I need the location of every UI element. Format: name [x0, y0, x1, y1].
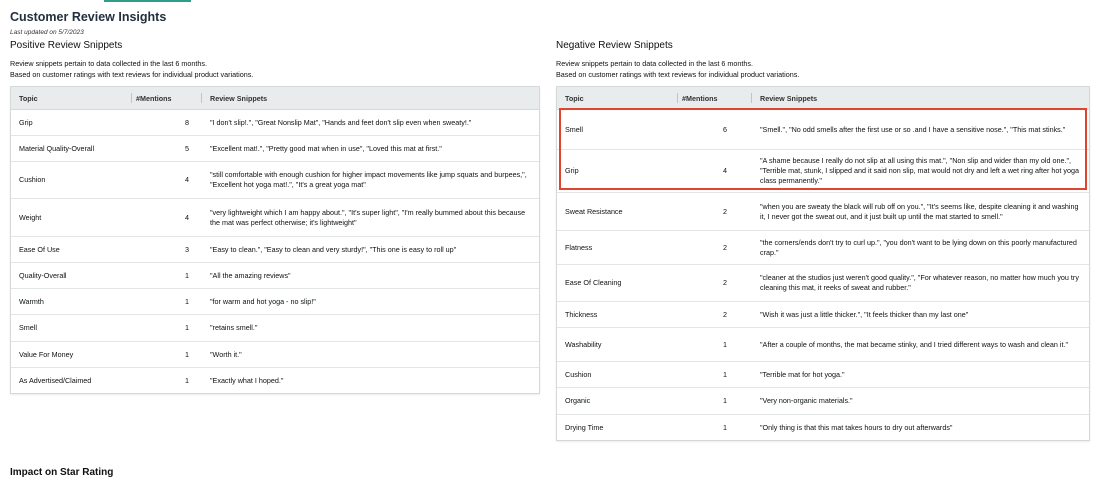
row-snippet: "Excellent mat!.", "Pretty good mat when in use", "Loved this mat at first." — [210, 143, 442, 153]
table-row — [557, 265, 1089, 302]
table-row — [557, 388, 1089, 415]
row-snippet: "All the amazing reviews" — [210, 270, 291, 280]
row-mentions: 4 — [185, 212, 189, 222]
row-snippet: "the corners/ends don't try to curl up.", "you don't want to be lying down on this poorly manufactured crap." — [760, 237, 1077, 257]
row-snippet: "Exactly what I hoped." — [210, 375, 284, 385]
page-title: Customer Review Insights — [10, 10, 167, 24]
row-topic: Grip — [565, 166, 579, 175]
row-topic: Ease Of Cleaning — [565, 278, 622, 287]
table-header — [557, 87, 1089, 110]
impact-section-title: Impact on Star Rating — [10, 467, 114, 478]
column-header-snippets[interactable]: Review Snippets — [760, 93, 818, 103]
row-topic: Ease Of Use — [19, 244, 60, 254]
row-snippet: "Easy to clean.", "Easy to clean and very sturdy!", "This one is easy to roll up" — [210, 244, 457, 254]
row-snippet: "A shame because I really do not slip at all using this mat.", "Non slip and wider than my old one.", "Terrible mat, stunk, I slipped and it said non slip, mat would not dry and left a wet ring after hot yoga class permanently." — [760, 156, 1079, 185]
row-topic: Drying Time — [565, 422, 604, 432]
row-topic: Material Quality-Overall — [19, 143, 95, 153]
column-header-snippets[interactable]: Review Snippets — [210, 93, 268, 103]
row-mentions: 1 — [185, 375, 189, 385]
positive-note-line1: Review snippets pertain to data collected in the last 6 months. — [10, 59, 207, 68]
row-mentions: 8 — [185, 117, 189, 127]
table-row — [11, 110, 539, 136]
row-topic: Weight — [19, 212, 42, 222]
row-snippet: "very lightweight which I am happy about.", "It's super light", "I'm really bummed about this because the mat was perfect otherwise; it's lightweight" — [210, 207, 526, 227]
row-mentions: 4 — [723, 166, 727, 175]
table-header — [11, 87, 539, 110]
row-topic: Sweat Resistance — [565, 206, 623, 216]
row-topic: Smell — [19, 323, 37, 332]
column-header-mentions[interactable]: #Mentions — [682, 93, 718, 103]
positive-snippets-table — [10, 86, 540, 394]
row-snippet: "After a couple of months, the mat became stinky, and I tried different ways to wash and clean it." — [760, 339, 1069, 349]
table-row — [11, 342, 539, 368]
table-row — [557, 415, 1089, 440]
row-snippet: "Very non-organic materials." — [760, 396, 853, 405]
row-topic: Washability — [565, 339, 602, 349]
table-row — [11, 162, 539, 199]
row-mentions: 1 — [185, 296, 189, 306]
row-snippet: "Worth it." — [210, 349, 242, 359]
column-header-topic[interactable]: Topic — [19, 93, 38, 103]
positive-note-line2: Based on customer ratings with text reviews for individual product variations. — [10, 70, 254, 79]
row-mentions: 1 — [185, 349, 189, 359]
negative-snippets-table — [556, 86, 1090, 441]
table-row — [11, 237, 539, 263]
row-mentions: 1 — [185, 323, 189, 332]
positive-section-title: Positive Review Snippets — [10, 40, 123, 51]
last-updated-text: Last updated on 5/7/2023 — [10, 29, 84, 36]
table-row — [557, 328, 1089, 362]
row-mentions: 1 — [723, 369, 727, 379]
row-mentions: 2 — [723, 242, 727, 252]
negative-note-line1: Review snippets pertain to data collected in the last 6 months. — [556, 59, 753, 68]
row-topic: Grip — [19, 117, 33, 127]
table-row — [11, 315, 539, 342]
table-row — [557, 302, 1089, 328]
row-topic: Quality-Overall — [19, 270, 67, 280]
table-row — [557, 193, 1089, 231]
row-snippet: "Wish it was just a little thicker.", "It feels thicker than my last one" — [760, 309, 969, 319]
table-row — [11, 136, 539, 162]
row-snippet: "for warm and hot yoga - no slip!" — [210, 296, 316, 306]
row-topic: Cushion — [565, 369, 592, 379]
row-topic: Cushion — [19, 175, 46, 184]
row-mentions: 3 — [185, 244, 189, 254]
row-snippet: "Smell.", "No odd smells after the first use or so .and I have a sensitive nose.", "This mat stinks." — [760, 124, 1066, 134]
row-mentions: 2 — [723, 206, 727, 216]
row-snippet: "when you are sweaty the black will rub off on you.", "It's seems like, despite cleaning it and washing it, I never got the sweat out, and it just built up until the mat started to smell." — [760, 201, 1079, 221]
row-snippet: "Only thing is that this mat takes hours to dry out afterwards" — [760, 422, 953, 432]
row-topic: Flatness — [565, 242, 593, 252]
negative-section-title: Negative Review Snippets — [556, 40, 673, 51]
table-row — [11, 289, 539, 315]
table-row — [11, 263, 539, 289]
table-row — [11, 199, 539, 237]
column-header-topic[interactable]: Topic — [565, 93, 584, 103]
row-mentions: 1 — [723, 339, 727, 349]
row-snippet: "retains smell." — [210, 323, 258, 332]
table-row — [11, 368, 539, 393]
row-topic: Value For Money — [19, 349, 74, 359]
table-row — [557, 150, 1089, 193]
table-row — [557, 362, 1089, 388]
row-topic: Organic — [565, 396, 591, 405]
row-topic: Smell — [565, 124, 583, 134]
row-mentions: 1 — [723, 422, 727, 432]
row-snippet: "still comfortable with enough cushion for higher impact movements like jump squats and burpees,", "Excellent hot yoga mat!.", "It's a great yoga mat" — [210, 170, 527, 189]
positive-snippets-panel — [10, 40, 540, 394]
row-snippet: "cleaner at the studios just weren't good quality.", "For whatever reason, no matter how much you try cleaning this mat, it reeks of sweat and rubber." — [760, 273, 1079, 292]
negative-note-line2: Based on customer ratings with text reviews for individual product variations. — [556, 70, 800, 79]
row-snippet: "I don't slip!.", "Great Nonslip Mat", "Hands and feet don't slip even when sweaty!." — [210, 117, 472, 127]
row-mentions: 5 — [185, 143, 189, 153]
row-mentions: 2 — [723, 278, 727, 287]
row-topic: As Advertised/Claimed — [19, 375, 92, 385]
row-mentions: 1 — [723, 396, 727, 405]
row-mentions: 1 — [185, 270, 189, 280]
row-snippet: "Terrible mat for hot yoga." — [760, 369, 845, 379]
column-header-mentions[interactable]: #Mentions — [136, 93, 172, 103]
table-row — [557, 231, 1089, 265]
row-mentions: 6 — [723, 124, 727, 134]
negative-snippets-panel — [556, 40, 1090, 441]
row-mentions: 4 — [185, 175, 189, 184]
row-topic: Warmth — [19, 296, 44, 306]
row-topic: Thickness — [565, 309, 598, 319]
row-mentions: 2 — [723, 309, 727, 319]
table-row — [557, 110, 1089, 150]
active-tab-indicator — [104, 0, 191, 2]
